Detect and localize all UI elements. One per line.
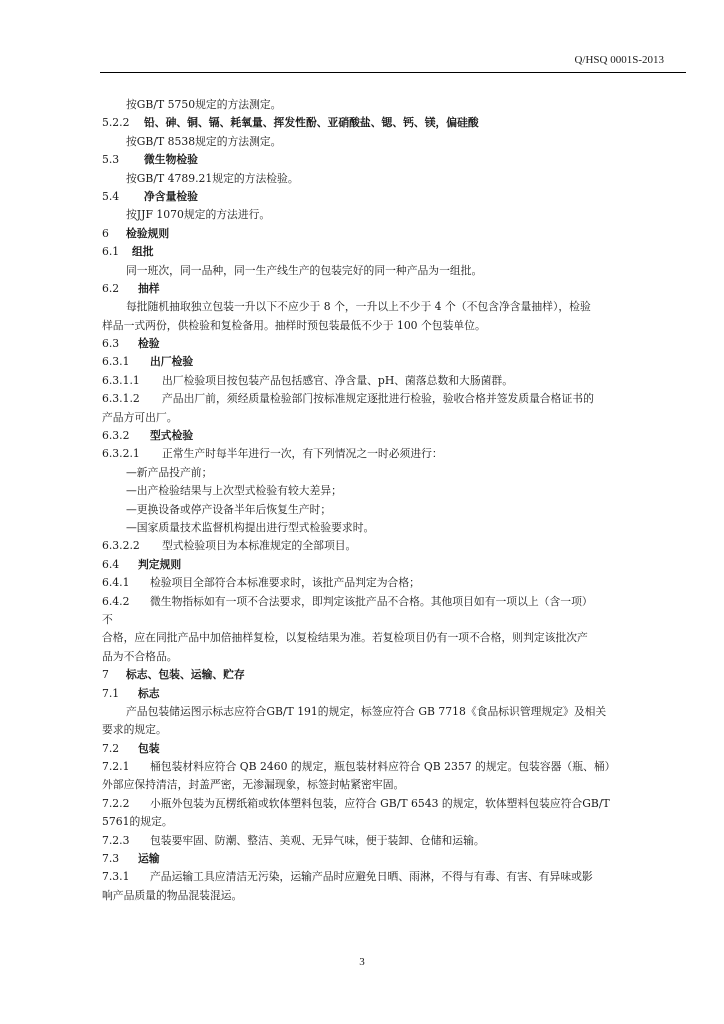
clause-text: 微生物指标如有一项不合法要求，即判定该批产品不合格。其他项目如有一项以上（含一项）	[150, 594, 593, 608]
section-title: 包装	[138, 741, 160, 755]
text-line: 不	[102, 612, 113, 626]
text-line: 同一班次，同一品种，同一生产线生产的包装完好的同一种产品为一组批。	[126, 263, 483, 277]
section-number: 6.4	[102, 557, 120, 571]
section-heading-6-1	[102, 243, 682, 261]
document-body	[102, 96, 682, 905]
clause-text: 型式检验项目为本标准规定的全部项目。	[162, 539, 357, 553]
clause-number: 7.2.3	[102, 833, 130, 847]
section-number: 5.3	[102, 153, 120, 167]
clause-number: 6.3.1.2	[102, 392, 140, 406]
section-heading-6-2	[102, 280, 682, 298]
section-number: 6.3.2	[102, 429, 130, 443]
text-line: 按GB/T 8538规定的方法测定。	[126, 134, 282, 148]
section-number: 6.1	[102, 245, 120, 259]
text-line: 按JJF 1070规定的方法进行。	[126, 208, 271, 222]
section-heading-5-3	[102, 151, 682, 169]
section-number: 5.2.2	[102, 116, 130, 130]
section-heading-6-4	[102, 556, 682, 574]
text-line: 按GB/T 5750规定的方法测定。	[126, 98, 282, 111]
section-number: 7.1	[102, 686, 120, 700]
section-title: 判定规则	[138, 557, 182, 571]
section-title: 抽样	[138, 281, 160, 295]
clause-6-4-2	[102, 593, 682, 611]
section-title: 标志	[138, 686, 160, 700]
section-number: 6.3.1	[102, 355, 130, 369]
section-title: 运输	[138, 852, 160, 866]
page-number: 3	[359, 956, 365, 968]
clause-number: 7.2.2	[102, 796, 130, 810]
clause-text: 产品出厂前，须经质量检验部门按标准规定逐批进行检验，验收合格并签发质量合格证书的	[162, 392, 594, 406]
clause-6-3-1-1	[102, 372, 682, 390]
header-rule	[100, 72, 686, 73]
text-line: 合格，应在同批产品中加倍抽样复检，以复检结果为准。若复检项目仍有一项不合格，则判定该批次产	[102, 631, 588, 645]
section-heading-6-3	[102, 335, 682, 353]
text-line: 产品包装储运图示标志应符合GB/T 191的规定，标签应符合 GB 7718《食品标识管理规定》及相关	[126, 704, 607, 718]
section-title: 铅、砷、铜、镉、耗氧量、挥发性酚、亚硝酸盐、锶、钙、镁，偏硅酸	[144, 116, 479, 130]
list-item: —国家质量技术监督机构提出进行型式检验要求时。	[126, 520, 375, 534]
section-heading-6-3-1	[102, 353, 682, 371]
clause-7-2-2	[102, 795, 682, 813]
section-heading-6	[102, 225, 682, 243]
section-number: 6	[102, 226, 109, 240]
section-title: 组批	[132, 245, 154, 259]
text-line: 响产品质量的物品混装混运。	[102, 888, 243, 902]
section-number: 7	[102, 668, 109, 682]
section-heading-5-4	[102, 188, 682, 206]
text-line: 样品一式两份，供检验和复检备用。抽样时预包装最低不少于 100 个包装单位。	[102, 318, 486, 332]
section-heading-7	[102, 666, 682, 684]
section-heading-7-3	[102, 850, 682, 868]
section-title: 出厂检验	[150, 355, 194, 369]
clause-text: 产品运输工具应清洁无污染，运输产品时应避免日晒、雨淋，不得与有毒、有害、有异味或影	[150, 870, 593, 884]
section-heading-6-3-2	[102, 427, 682, 445]
section-title: 检验规则	[126, 226, 170, 240]
text-line: 每批随机抽取独立包装一升以下不应少于 8 个，一升以上不少于 4 个（不包含净含量抽样），检验	[126, 300, 591, 314]
clause-6-3-2-2	[102, 537, 682, 555]
text-line: 按GB/T 4789.21规定的方法检验。	[126, 171, 299, 185]
clause-number: 7.2.1	[102, 760, 130, 774]
section-number: 6.3	[102, 337, 120, 351]
list-item: —新产品投产前；	[126, 465, 213, 479]
list-item: —更换设备或停产设备半年后恢复生产时；	[126, 502, 332, 516]
clause-number: 7.3.1	[102, 870, 130, 884]
section-title: 检验	[138, 337, 160, 351]
clause-number: 6.3.2.1	[102, 447, 140, 461]
section-heading-5-2-2	[102, 114, 682, 132]
section-number: 7.2	[102, 741, 120, 755]
section-number: 6.2	[102, 281, 120, 295]
section-title: 微生物检验	[144, 153, 198, 167]
clause-text: 桶包装材料应符合 QB 2460 的规定，瓶包装材料应符合 QB 2357 的规定。包装容器（瓶、桶）	[150, 760, 616, 774]
clause-7-2-3	[102, 832, 682, 850]
clause-text: 包装要牢固、防潮、整洁、美观、无异气味，便于装卸、仓储和运输。	[150, 833, 485, 847]
clause-text: 正常生产时每半年进行一次，有下列情况之一时必须进行：	[162, 447, 443, 461]
clause-text: 检验项目全部符合本标准要求时，该批产品判定为合格；	[150, 576, 420, 590]
section-number: 7.3	[102, 852, 120, 866]
clause-number: 6.4.2	[102, 594, 130, 608]
text-line: 产品方可出厂。	[102, 410, 178, 424]
clause-7-2-1	[102, 758, 682, 776]
text-line: 要求的规定。	[102, 723, 167, 737]
text-line: 外部应保持清洁，封盖严密，无渗漏现象，标签封帖紧密牢固。	[102, 778, 405, 792]
section-title: 标志、包装、运输、贮存	[126, 668, 245, 682]
section-heading-7-2	[102, 740, 682, 758]
text-line: 5761的规定。	[102, 815, 173, 829]
section-number: 5.4	[102, 189, 120, 203]
standard-code: Q/HSQ 0001S-2013	[574, 54, 664, 66]
clause-text: 出厂检验项目按包装产品包括感官、净含量、pH、菌落总数和大肠菌群。	[162, 373, 514, 387]
clause-number: 6.4.1	[102, 576, 130, 590]
section-heading-7-1	[102, 685, 682, 703]
section-title: 净含量检验	[144, 189, 198, 203]
clause-7-3-1	[102, 868, 682, 886]
list-item: —出产检验结果与上次型式检验有较大差异；	[126, 484, 342, 498]
clause-number: 6.3.1.1	[102, 373, 140, 387]
clause-6-4-1	[102, 574, 682, 592]
clause-6-3-2-1	[102, 445, 682, 463]
section-title: 型式检验	[150, 429, 194, 443]
clause-text: 小瓶外包装为瓦楞纸箱或软体塑料包装，应符合 GB/T 6543 的规定，软体塑料包装应符合GB/T	[150, 796, 610, 810]
clause-number: 6.3.2.2	[102, 539, 140, 553]
text-line: 品为不合格品。	[102, 649, 178, 663]
clause-6-3-1-2	[102, 390, 682, 408]
